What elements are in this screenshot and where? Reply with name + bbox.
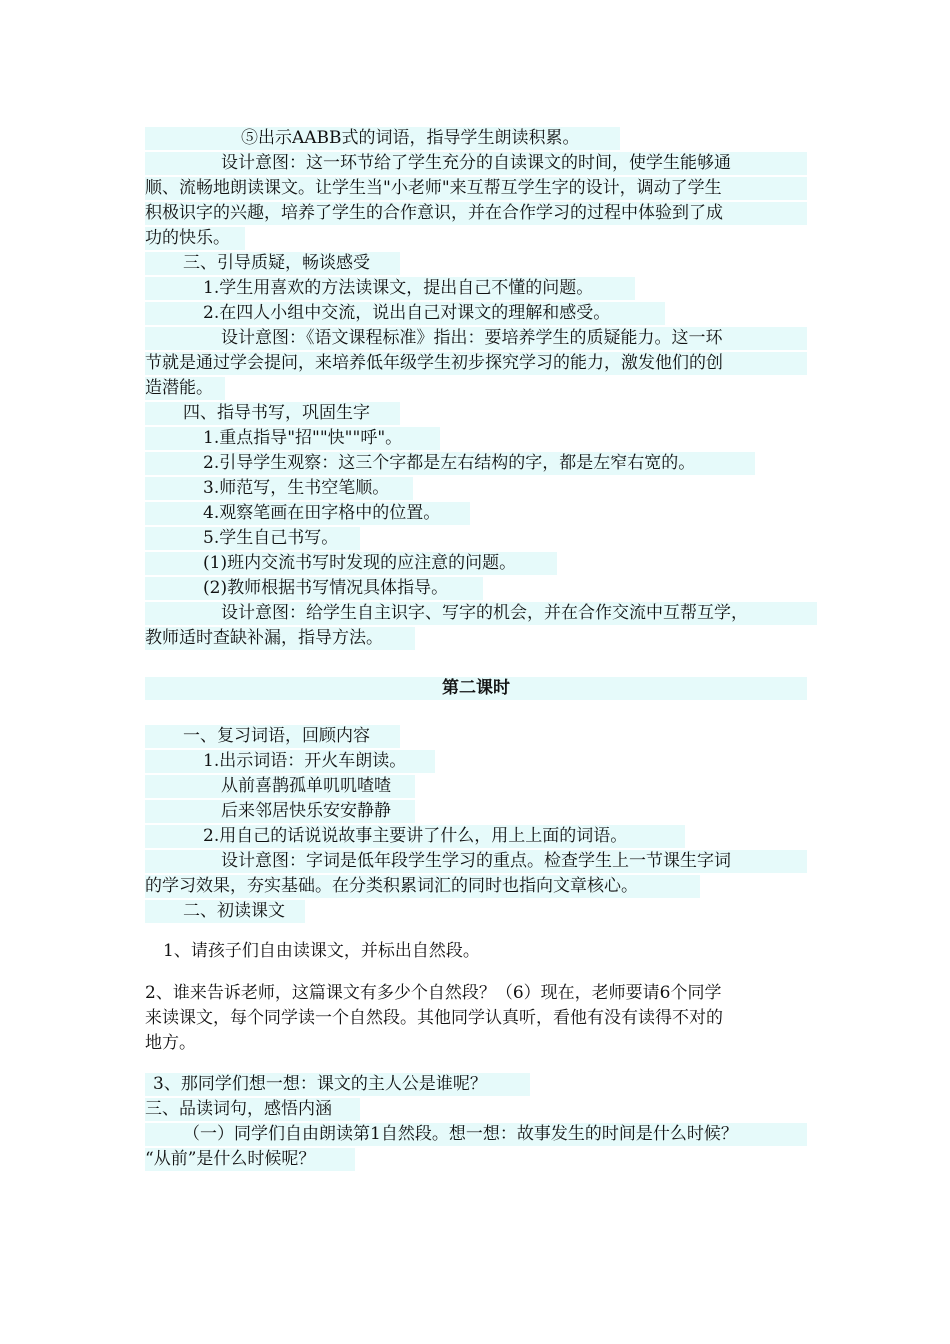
- section-heading: [145, 252, 400, 275]
- text-line: [145, 377, 225, 400]
- section-heading: [145, 900, 305, 923]
- line-text: 后来邻居快乐安安静静: [221, 801, 391, 821]
- lesson-title: [145, 677, 807, 700]
- line-text: 四、指导书写，巩固生字: [183, 403, 370, 423]
- text-line: [145, 1032, 196, 1055]
- list-item: [145, 527, 360, 550]
- text-line: [145, 1123, 807, 1146]
- line-text: 顺、流畅地朗读课文。让学生当"小老师"来互帮互学生字的设计，调动了学生: [145, 178, 722, 198]
- word-list: [145, 775, 415, 798]
- line-text: 设计意图：这一环节给了学生充分的自读课文的时间，使学生能够通: [221, 153, 731, 173]
- line-text: 2、谁来告诉老师，这篇课文有多少个自然段？（6）现在，老师要请6个同学: [145, 983, 722, 1003]
- word-list: [145, 800, 415, 823]
- list-item: [145, 427, 440, 450]
- list-item: [145, 552, 557, 575]
- list-item: [145, 277, 635, 300]
- line-text: 1.出示词语：开火车朗读。: [203, 751, 407, 771]
- line-text: 积极识字的兴趣，培养了学生的合作意识，并在合作学习的过程中体验到了成: [145, 203, 723, 223]
- list-item: [145, 750, 435, 773]
- text-line: [145, 602, 817, 625]
- line-text: (2)教师根据书写情况具体指导。: [203, 578, 449, 598]
- text-line: [145, 875, 700, 898]
- text-line: [145, 1148, 355, 1171]
- text-line: [145, 940, 480, 963]
- line-text: 节就是通过学会提问，来培养低年级学生初步探究学习的能力，激发他们的创: [145, 353, 723, 373]
- line-text: (1)班内交流书写时发现的应注意的问题。: [203, 553, 517, 573]
- line-text: 第二课时: [442, 678, 510, 698]
- list-item: [145, 452, 755, 475]
- line-text: 3、那同学们想一想：课文的主人公是谁呢？: [153, 1074, 487, 1094]
- line-text: ⑤出示AABB式的词语，指导学生朗读积累。: [241, 128, 580, 148]
- list-item: [145, 825, 685, 848]
- text-line: [145, 177, 807, 200]
- text-line: [145, 227, 245, 250]
- line-text: 设计意图：《语文课程标准》指出：要培养学生的质疑能力。这一环: [221, 328, 723, 348]
- line-text: 从前喜鹊孤单叽叽喳喳: [221, 776, 391, 796]
- line-text: 设计意图：字词是低年段学生学习的重点。检查学生上一节课生字词: [221, 851, 731, 871]
- line-text: 3.师范写，生书空笔顺。: [203, 478, 390, 498]
- line-text: 4.观察笔画在田字格中的位置。: [203, 503, 441, 523]
- line-text: 三、品读词句，感悟内涵: [145, 1099, 332, 1119]
- line-text: （一）同学们自由朗读第1自然段。想一想：故事发生的时间是什么时候？: [183, 1124, 738, 1144]
- line-text: 2.引导学生观察：这三个字都是左右结构的字，都是左窄右宽的。: [203, 453, 696, 473]
- line-text: 三、引导质疑，畅谈感受: [183, 253, 370, 273]
- line-text: 二、初读课文: [183, 901, 285, 921]
- line-text: 2.在四人小组中交流，说出自己对课文的理解和感受。: [203, 303, 611, 323]
- text-line: [145, 127, 620, 150]
- line-text: 2.用自己的话说说故事主要讲了什么，用上上面的词语。: [203, 826, 628, 846]
- line-text: 的学习效果，夯实基础。在分类积累词汇的同时也指向文章核心。: [145, 876, 638, 896]
- section-heading: [145, 725, 400, 748]
- line-text: 1.重点指导"招""快""呼"。: [203, 428, 403, 448]
- line-text: “从前”是什么时候呢？: [145, 1149, 316, 1169]
- list-item: [145, 502, 470, 525]
- text-line: [145, 627, 415, 650]
- text-line: [145, 1007, 723, 1030]
- line-text: 1.学生用喜欢的方法读课文，提出自己不懂的问题。: [203, 278, 594, 298]
- line-text: 造潜能。: [145, 378, 213, 398]
- line-text: 5.学生自己书写。: [203, 528, 339, 548]
- text-line: [145, 202, 807, 225]
- line-text: 一、复习词语，回顾内容: [183, 726, 370, 746]
- line-text: 功的快乐。: [145, 228, 230, 248]
- line-text: 地方。: [145, 1033, 196, 1053]
- list-item: [145, 577, 483, 600]
- line-text: 来读课文，每个同学读一个自然段。其他同学认真听，看他有没有读得不对的: [145, 1008, 723, 1028]
- text-line: [145, 982, 721, 1005]
- line-text: 教师适时查缺补漏，指导方法。: [145, 628, 383, 648]
- list-item: [145, 477, 413, 500]
- text-line: [145, 850, 807, 873]
- text-line: [145, 152, 807, 175]
- list-item: [145, 302, 665, 325]
- line-text: 1、请孩子们自由读课文，并标出自然段。: [163, 941, 480, 961]
- line-text: 设计意图：给学生自主识字、写字的机会，并在合作交流中互帮互学，: [221, 603, 748, 623]
- text-line: [145, 327, 807, 350]
- text-line: [145, 1073, 530, 1096]
- section-heading: [145, 1098, 360, 1121]
- text-line: [145, 352, 807, 375]
- section-heading: [145, 402, 400, 425]
